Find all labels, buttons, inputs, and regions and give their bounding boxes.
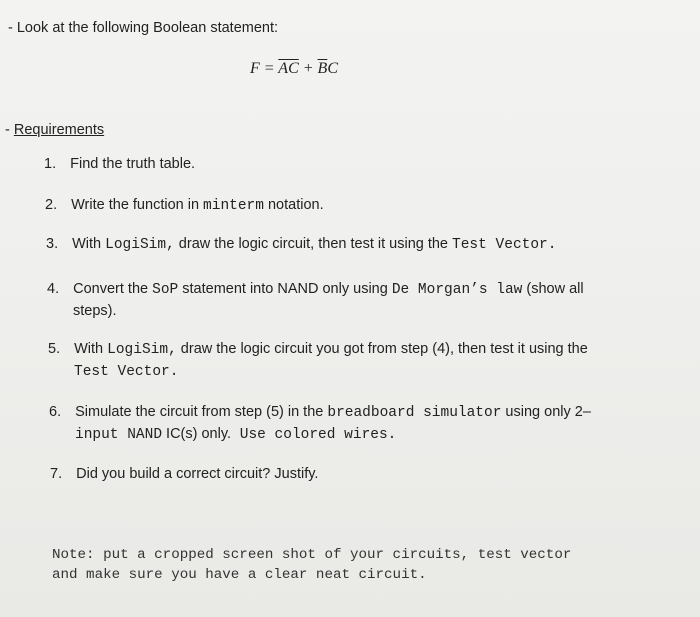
equation-term2-b: $\overline{B}$ — [317, 60, 328, 77]
item-text: With — [72, 236, 106, 252]
item-code: Test Vector. — [452, 237, 557, 253]
list-item — [48, 341, 588, 358]
item-text: statement into — [178, 281, 278, 297]
item-text: (show all — [522, 281, 584, 297]
item-number: 5. — [48, 341, 61, 357]
item-code: minterm — [203, 198, 264, 214]
item-code: De Morgan’s law — [391, 282, 523, 298]
item-text: IC(s) only. — [162, 426, 232, 442]
item-code: input NAND — [75, 427, 163, 443]
item-text: draw the logic circuit, then test it using the — [174, 236, 453, 252]
boolean-equation — [250, 60, 338, 78]
equation-term1-c: $\overline{C}$ — [288, 60, 299, 77]
item-text: notation. — [263, 197, 324, 213]
list-item-continuation — [75, 426, 396, 443]
list-item — [49, 404, 591, 421]
equation-plus: + — [298, 60, 318, 77]
list-item — [45, 197, 324, 214]
item-number: 3. — [46, 236, 59, 252]
item-text: Did you build a correct circuit? Justify. — [76, 466, 319, 482]
item-text: draw the logic circuit you got from step (4), then test it using the — [176, 341, 588, 357]
item-text: only using — [318, 281, 392, 297]
requirements-title: Requirements — [13, 122, 105, 138]
item-number: 1. — [44, 156, 57, 172]
item-text: Write the function in — [71, 197, 204, 213]
item-text: NAND — [277, 281, 319, 297]
item-code: SoP — [152, 282, 179, 298]
equation-term2-c: C — [327, 60, 338, 77]
note-line: and make sure you have a clear neat circuit. — [52, 567, 427, 583]
item-text: Find the truth table. — [70, 156, 196, 172]
item-number: 2. — [45, 197, 58, 213]
equation-lhs: F = — [250, 60, 279, 77]
equation-term1-a: $\overline{A}$ — [278, 60, 289, 77]
item-number: 4. — [47, 281, 60, 297]
item-code: breadboard simulator — [327, 405, 502, 421]
list-item-continuation: steps). — [73, 303, 117, 319]
item-text: Simulate the circuit from step (5) in the — [75, 404, 328, 420]
item-code: Use colored wires. — [231, 427, 397, 443]
item-code: LogiSim, — [107, 342, 177, 358]
item-text: Convert the — [73, 281, 153, 297]
item-text: With — [74, 341, 108, 357]
note-line: Note: put a cropped screen shot of your circuits, test vector — [52, 547, 572, 563]
item-text: using only 2– — [501, 404, 591, 420]
list-item — [50, 466, 318, 482]
item-number: 6. — [49, 404, 62, 420]
item-number: 7. — [50, 466, 63, 482]
requirements-dash: - — [5, 122, 14, 138]
list-item-continuation: Test Vector. — [74, 364, 179, 380]
list-item — [44, 156, 195, 172]
intro-text: - Look at the following Boolean statement: — [8, 20, 279, 36]
list-item — [46, 236, 556, 253]
requirements-heading — [5, 122, 104, 138]
item-code: LogiSim, — [105, 237, 175, 253]
note-block — [52, 545, 571, 585]
list-item — [47, 281, 584, 298]
